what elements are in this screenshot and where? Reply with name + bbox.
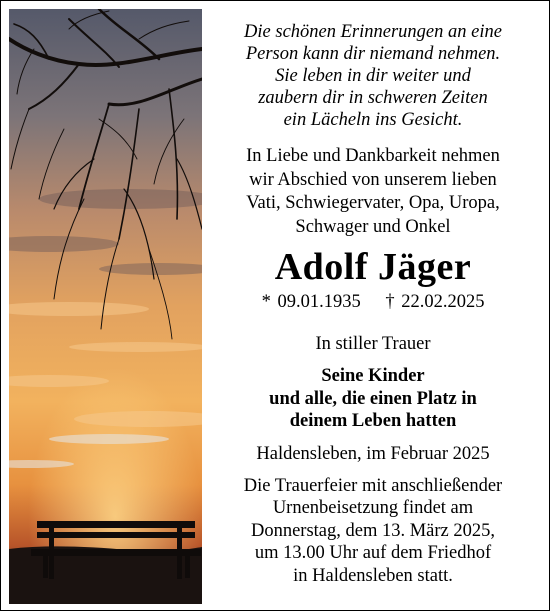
bench-at-sunset-icon — [9, 9, 202, 604]
intro-line: Schwager und Onkel — [295, 216, 451, 237]
intro-line: Vati, Schwiegervater, Opa, Uropa, — [246, 193, 500, 213]
intro-line: wir Abschied von unserem lieben — [249, 169, 497, 190]
birth-date: * 09.01.1935 — [261, 292, 361, 312]
ceremony-line: Urnenbeisetzung findet am — [272, 498, 474, 518]
mourners-line: deinem Leben hatten — [289, 411, 457, 431]
sunset-bench-photo — [9, 9, 202, 604]
deceased-name: Adolf Jäger — [274, 246, 472, 288]
mourning-label: In stiller Trauer — [315, 334, 431, 354]
mourners-line: und alle, die einen Platz in — [269, 388, 477, 409]
mourners — [203, 365, 543, 433]
intro-line: In Liebe und Dankbarkeit nehmen — [246, 146, 500, 166]
ceremony-line: um 13.00 Uhr auf dem Friedhof — [254, 543, 492, 563]
ceremony-line: Die Trauerfeier mit anschließender — [243, 475, 503, 496]
mourners-line: Seine Kinder — [321, 366, 425, 386]
obituary-text — [203, 9, 543, 587]
quote-line: ein Lächeln ins Gesicht. — [283, 110, 463, 130]
quote-line: zaubern dir in schweren Zeiten — [258, 88, 488, 108]
place-date: Haldensleben, im Februar 2025 — [256, 443, 490, 464]
ceremony-line: in Haldensleben statt. — [293, 565, 453, 586]
life-dates — [203, 291, 543, 313]
farewell-intro — [203, 145, 543, 239]
death-date: † 22.02.2025 — [385, 292, 485, 312]
ceremony-info — [203, 475, 543, 588]
quote-line: Die schönen Erinnerungen an eine — [244, 22, 502, 42]
memorial-quote — [203, 21, 543, 131]
quote-line: Sie leben in dir weiter und — [275, 66, 471, 86]
quote-line: Person kann dir niemand nehmen. — [245, 44, 501, 64]
ceremony-line: Donnerstag, dem 13. März 2025, — [250, 520, 496, 541]
